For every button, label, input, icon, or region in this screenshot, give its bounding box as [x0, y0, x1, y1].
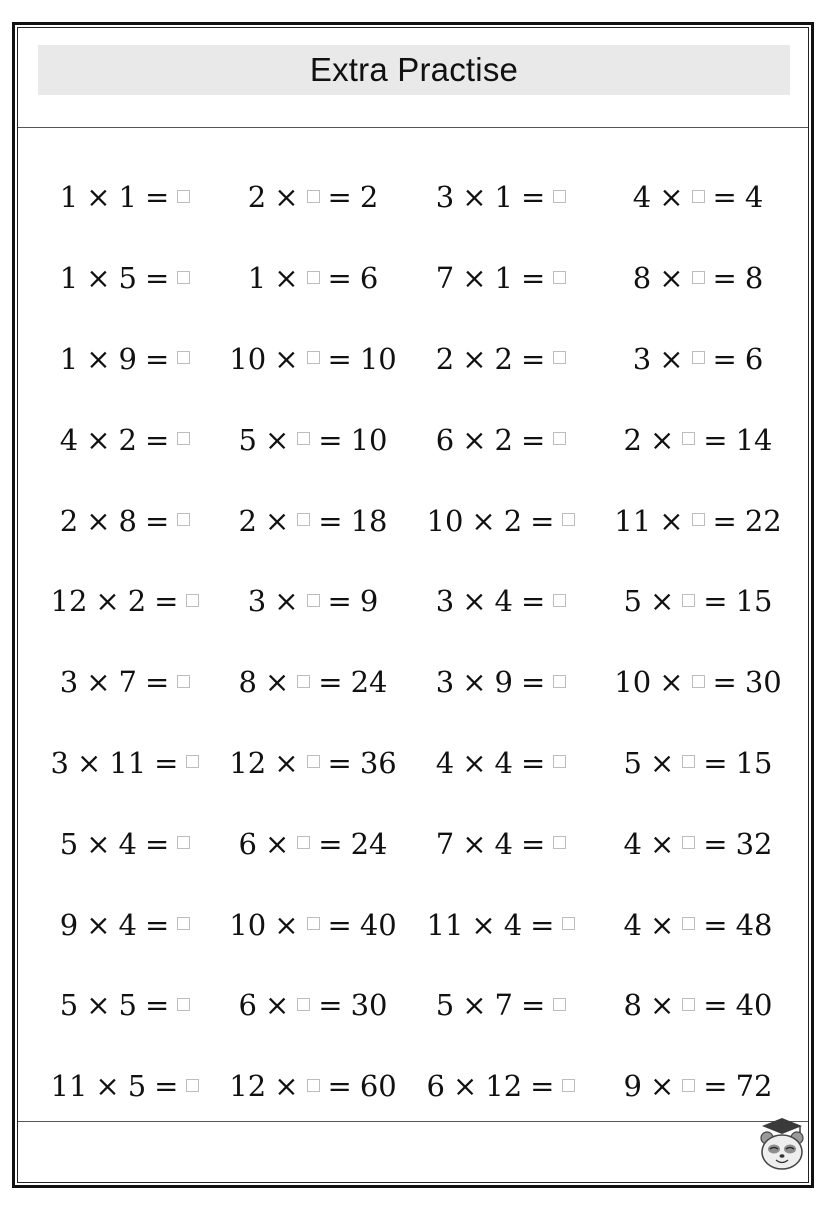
factor-a: 12: [229, 745, 267, 780]
answer-box[interactable]: [682, 917, 695, 930]
answer-box[interactable]: [553, 594, 566, 607]
answer-box[interactable]: [177, 998, 190, 1011]
equals-symbol: =: [154, 1069, 179, 1104]
problem-item: [30, 884, 220, 965]
equals-symbol: =: [520, 422, 546, 457]
problem-item: [30, 642, 220, 723]
problem-item: [220, 238, 406, 319]
equals-symbol: =: [144, 665, 170, 700]
equals-symbol: =: [318, 665, 343, 700]
equals-symbol: =: [712, 341, 737, 376]
factor-a: 2: [59, 503, 79, 538]
factor-a: 3: [50, 745, 69, 780]
answer-box[interactable]: [692, 271, 705, 284]
factor-a: 7: [435, 826, 455, 861]
factor-a: 4: [435, 745, 455, 780]
factor-a: 4: [623, 826, 642, 861]
factor-a: 10: [229, 907, 267, 942]
factor-a: 4: [59, 422, 79, 457]
equals-symbol: =: [144, 826, 170, 861]
answer-box[interactable]: [186, 594, 199, 607]
equals-symbol: =: [712, 503, 737, 538]
answer-box[interactable]: [186, 1079, 199, 1092]
title-bar: [38, 45, 790, 95]
equals-symbol: =: [327, 261, 352, 296]
equals-symbol: =: [520, 341, 546, 376]
answer-box[interactable]: [297, 432, 310, 445]
factor-a: 6: [435, 422, 455, 457]
problem-item: [596, 480, 800, 561]
product: 36: [359, 745, 397, 780]
times-symbol: ×: [649, 907, 675, 942]
product: 9: [359, 584, 379, 619]
factor-a: 10: [229, 341, 267, 376]
equals-symbol: =: [520, 988, 546, 1023]
times-symbol: ×: [649, 584, 675, 619]
problem-item: [30, 399, 220, 480]
answer-box[interactable]: [177, 432, 190, 445]
problem-item: [406, 965, 596, 1046]
times-symbol: ×: [462, 826, 487, 861]
product: 10: [359, 341, 397, 376]
answer-box[interactable]: [553, 190, 566, 203]
times-symbol: ×: [471, 503, 496, 538]
times-symbol: ×: [86, 422, 111, 457]
problem-item: [596, 238, 800, 319]
factor-b: 4: [494, 584, 513, 619]
answer-box[interactable]: [553, 675, 566, 688]
answer-box[interactable]: [553, 432, 566, 445]
factor-a: 5: [435, 988, 455, 1023]
factor-a: 1: [59, 180, 79, 215]
times-symbol: ×: [86, 261, 111, 296]
header-divider: [18, 127, 808, 128]
problem-item: [596, 642, 800, 723]
times-symbol: ×: [264, 988, 290, 1023]
factor-b: 2: [494, 341, 513, 376]
answer-box[interactable]: [177, 190, 190, 203]
problem-item: [406, 884, 596, 965]
problem-item: [406, 803, 596, 884]
factor-a: 5: [59, 988, 79, 1023]
factor-b: 2: [503, 503, 523, 538]
equals-symbol: =: [530, 503, 555, 538]
problem-item: [596, 803, 800, 884]
equals-symbol: =: [327, 907, 352, 942]
factor-a: 9: [59, 907, 79, 942]
product: 8: [744, 261, 764, 296]
equals-symbol: =: [712, 665, 737, 700]
equals-symbol: =: [144, 261, 170, 296]
equals-symbol: =: [318, 826, 343, 861]
equals-symbol: =: [712, 261, 737, 296]
problem-item: [406, 1046, 596, 1127]
product: 48: [735, 907, 773, 942]
factor-a: 4: [623, 907, 642, 942]
problem-item: [596, 399, 800, 480]
product: 30: [744, 665, 782, 700]
times-symbol: ×: [649, 988, 675, 1023]
times-symbol: ×: [462, 745, 487, 780]
times-symbol: ×: [462, 584, 487, 619]
times-symbol: ×: [264, 503, 290, 538]
factor-a: 10: [426, 503, 464, 538]
equals-symbol: =: [520, 665, 546, 700]
factor-a: 7: [435, 261, 455, 296]
times-symbol: ×: [274, 261, 299, 296]
answer-box[interactable]: [177, 271, 190, 284]
product: 32: [735, 826, 773, 861]
answer-box[interactable]: [682, 836, 695, 849]
times-symbol: ×: [462, 341, 487, 376]
problem-item: [406, 238, 596, 319]
product: 14: [735, 422, 773, 457]
equals-symbol: =: [520, 584, 546, 619]
factor-a: 1: [247, 261, 267, 296]
problem-item: [406, 642, 596, 723]
problem-item: [406, 561, 596, 642]
answer-box[interactable]: [297, 836, 310, 849]
equals-symbol: =: [703, 422, 728, 457]
factor-a: 5: [59, 826, 79, 861]
problem-item: [406, 319, 596, 400]
answer-box[interactable]: [562, 513, 575, 526]
equals-symbol: =: [703, 826, 728, 861]
factor-a: 2: [435, 341, 455, 376]
answer-box[interactable]: [562, 1079, 575, 1092]
factor-b: 9: [494, 665, 513, 700]
times-symbol: ×: [659, 665, 684, 700]
answer-box[interactable]: [553, 271, 566, 284]
equals-symbol: =: [154, 584, 179, 619]
problem-item: [406, 723, 596, 804]
times-symbol: ×: [649, 1069, 675, 1104]
answer-box[interactable]: [307, 917, 320, 930]
equals-symbol: =: [703, 584, 728, 619]
factor-a: 3: [435, 584, 455, 619]
answer-box[interactable]: [682, 594, 695, 607]
answer-box[interactable]: [307, 351, 320, 364]
equals-symbol: =: [520, 826, 546, 861]
product: 24: [350, 826, 388, 861]
problem-item: [220, 723, 406, 804]
factor-b: 12: [485, 1069, 523, 1104]
problem-item: [596, 1046, 800, 1127]
factor-b: 1: [494, 261, 513, 296]
factor-a: 6: [238, 826, 257, 861]
equals-symbol: =: [327, 180, 352, 215]
equals-symbol: =: [530, 1069, 555, 1104]
equals-symbol: =: [144, 422, 170, 457]
times-symbol: ×: [649, 745, 675, 780]
answer-box[interactable]: [307, 594, 320, 607]
answer-box[interactable]: [177, 513, 190, 526]
times-symbol: ×: [86, 988, 111, 1023]
problem-item: [220, 803, 406, 884]
problem-item: [220, 399, 406, 480]
factor-b: 9: [118, 341, 137, 376]
equals-symbol: =: [144, 503, 170, 538]
problem-item: [30, 561, 220, 642]
answer-box[interactable]: [692, 513, 705, 526]
times-symbol: ×: [264, 826, 290, 861]
product: 2: [359, 180, 379, 215]
product: 4: [744, 180, 764, 215]
factor-a: 6: [238, 988, 257, 1023]
equals-symbol: =: [703, 745, 728, 780]
equals-symbol: =: [327, 584, 352, 619]
times-symbol: ×: [86, 907, 111, 942]
times-symbol: ×: [274, 907, 299, 942]
times-symbol: ×: [274, 745, 299, 780]
problem-item: [596, 157, 800, 238]
factor-a: 2: [623, 422, 642, 457]
factor-a: 11: [426, 907, 464, 942]
problem-item: [596, 561, 800, 642]
times-symbol: ×: [86, 341, 111, 376]
answer-box[interactable]: [307, 271, 320, 284]
product: 60: [359, 1069, 397, 1104]
factor-a: 3: [435, 180, 455, 215]
answer-box[interactable]: [177, 675, 190, 688]
equals-symbol: =: [318, 503, 343, 538]
equals-symbol: =: [327, 341, 352, 376]
problem-item: [220, 319, 406, 400]
factor-a: 3: [632, 341, 652, 376]
answer-box[interactable]: [682, 1079, 695, 1092]
equals-symbol: =: [712, 180, 737, 215]
equals-symbol: =: [144, 907, 170, 942]
factor-a: 8: [238, 665, 257, 700]
times-symbol: ×: [659, 261, 684, 296]
times-symbol: ×: [274, 341, 299, 376]
factor-b: 7: [494, 988, 513, 1023]
factor-a: 11: [614, 503, 652, 538]
problem-item: [406, 399, 596, 480]
times-symbol: ×: [95, 584, 120, 619]
times-symbol: ×: [462, 180, 487, 215]
factor-b: 2: [127, 584, 147, 619]
answer-box[interactable]: [297, 998, 310, 1011]
answer-box[interactable]: [553, 998, 566, 1011]
times-symbol: ×: [659, 503, 684, 538]
times-symbol: ×: [452, 1069, 478, 1104]
times-symbol: ×: [462, 988, 487, 1023]
factor-b: 7: [118, 665, 137, 700]
times-symbol: ×: [462, 665, 487, 700]
factor-a: 3: [435, 665, 455, 700]
factor-a: 2: [247, 180, 267, 215]
problem-item: [220, 1046, 406, 1127]
factor-b: 4: [494, 826, 513, 861]
times-symbol: ×: [471, 907, 496, 942]
times-symbol: ×: [95, 1069, 120, 1104]
problem-item: [30, 803, 220, 884]
factor-a: 3: [59, 665, 79, 700]
answer-box[interactable]: [682, 755, 695, 768]
equals-symbol: =: [327, 1069, 352, 1104]
product: 22: [744, 503, 782, 538]
factor-a: 8: [623, 988, 642, 1023]
times-symbol: ×: [264, 665, 290, 700]
product: 40: [735, 988, 773, 1023]
factor-b: 5: [127, 1069, 147, 1104]
equals-symbol: =: [318, 422, 343, 457]
factor-a: 4: [632, 180, 652, 215]
problem-grid: [30, 157, 800, 1127]
factor-a: 12: [50, 584, 88, 619]
factor-a: 3: [247, 584, 267, 619]
answer-box[interactable]: [553, 755, 566, 768]
times-symbol: ×: [274, 1069, 299, 1104]
times-symbol: ×: [274, 584, 299, 619]
times-symbol: ×: [86, 503, 111, 538]
factor-b: 4: [118, 907, 137, 942]
factor-a: 2: [238, 503, 257, 538]
problem-item: [30, 319, 220, 400]
product: 24: [350, 665, 388, 700]
problem-item: [596, 965, 800, 1046]
factor-b: 5: [118, 261, 137, 296]
problem-item: [406, 157, 596, 238]
problem-item: [220, 480, 406, 561]
equals-symbol: =: [530, 907, 555, 942]
answer-box[interactable]: [307, 1079, 320, 1092]
footer-divider: [18, 1121, 808, 1122]
problem-item: [220, 642, 406, 723]
problem-item: [30, 723, 220, 804]
product: 10: [350, 422, 388, 457]
factor-b: 4: [118, 826, 137, 861]
factor-b: 1: [118, 180, 137, 215]
problem-item: [220, 561, 406, 642]
answer-box[interactable]: [177, 836, 190, 849]
answer-box[interactable]: [562, 917, 575, 930]
answer-box[interactable]: [177, 351, 190, 364]
answer-box[interactable]: [177, 917, 190, 930]
problem-item: [596, 319, 800, 400]
equals-symbol: =: [520, 261, 546, 296]
times-symbol: ×: [462, 261, 487, 296]
answer-box[interactable]: [692, 190, 705, 203]
times-symbol: ×: [86, 665, 111, 700]
times-symbol: ×: [76, 745, 102, 780]
problem-item: [30, 480, 220, 561]
equals-symbol: =: [703, 1069, 728, 1104]
factor-b: 2: [118, 422, 137, 457]
factor-a: 5: [238, 422, 257, 457]
factor-b: 11: [109, 745, 147, 780]
answer-box[interactable]: [297, 513, 310, 526]
product: 6: [359, 261, 379, 296]
times-symbol: ×: [274, 180, 299, 215]
factor-a: 11: [50, 1069, 88, 1104]
times-symbol: ×: [659, 180, 684, 215]
product: 18: [350, 503, 388, 538]
answer-box[interactable]: [692, 351, 705, 364]
factor-a: 8: [632, 261, 652, 296]
factor-a: 1: [59, 261, 79, 296]
answer-box[interactable]: [297, 675, 310, 688]
times-symbol: ×: [649, 422, 675, 457]
equals-symbol: =: [144, 180, 170, 215]
factor-b: 2: [494, 422, 513, 457]
equals-symbol: =: [318, 988, 343, 1023]
equals-symbol: =: [144, 341, 170, 376]
panda-graduate-icon: [756, 1116, 808, 1172]
factor-a: 6: [426, 1069, 445, 1104]
factor-b: 8: [118, 503, 137, 538]
factor-a: 5: [623, 745, 642, 780]
factor-a: 9: [623, 1069, 642, 1104]
product: 15: [735, 584, 773, 619]
equals-symbol: =: [144, 988, 170, 1023]
product: 72: [735, 1069, 773, 1104]
product: 40: [359, 907, 397, 942]
answer-box[interactable]: [692, 675, 705, 688]
problem-item: [406, 480, 596, 561]
answer-box[interactable]: [307, 190, 320, 203]
times-symbol: ×: [264, 422, 290, 457]
problem-item: [30, 1046, 220, 1127]
problem-item: [220, 965, 406, 1046]
problem-item: [30, 238, 220, 319]
problem-item: [30, 157, 220, 238]
product: 30: [350, 988, 388, 1023]
factor-b: 5: [118, 988, 137, 1023]
factor-b: 4: [503, 907, 523, 942]
answer-box[interactable]: [186, 755, 199, 768]
problem-item: [220, 884, 406, 965]
times-symbol: ×: [86, 180, 111, 215]
answer-box[interactable]: [682, 432, 695, 445]
equals-symbol: =: [327, 745, 352, 780]
factor-a: 10: [614, 665, 652, 700]
times-symbol: ×: [649, 826, 675, 861]
page-title: Extra Practise: [309, 51, 519, 88]
factor-a: 1: [59, 341, 79, 376]
product: 6: [744, 341, 764, 376]
answer-box[interactable]: [307, 755, 320, 768]
answer-box[interactable]: [553, 836, 566, 849]
factor-a: 5: [623, 584, 642, 619]
problem-item: [30, 965, 220, 1046]
factor-b: 1: [494, 180, 513, 215]
times-symbol: ×: [659, 341, 684, 376]
answer-box[interactable]: [682, 998, 695, 1011]
equals-symbol: =: [520, 745, 546, 780]
equals-symbol: =: [520, 180, 546, 215]
equals-symbol: =: [154, 745, 179, 780]
times-symbol: ×: [86, 826, 111, 861]
problem-item: [220, 157, 406, 238]
equals-symbol: =: [703, 907, 728, 942]
problem-item: [596, 723, 800, 804]
times-symbol: ×: [462, 422, 487, 457]
factor-a: 12: [229, 1069, 267, 1104]
product: 15: [735, 745, 773, 780]
problem-item: [596, 884, 800, 965]
answer-box[interactable]: [553, 351, 566, 364]
equals-symbol: =: [703, 988, 728, 1023]
factor-b: 4: [494, 745, 513, 780]
